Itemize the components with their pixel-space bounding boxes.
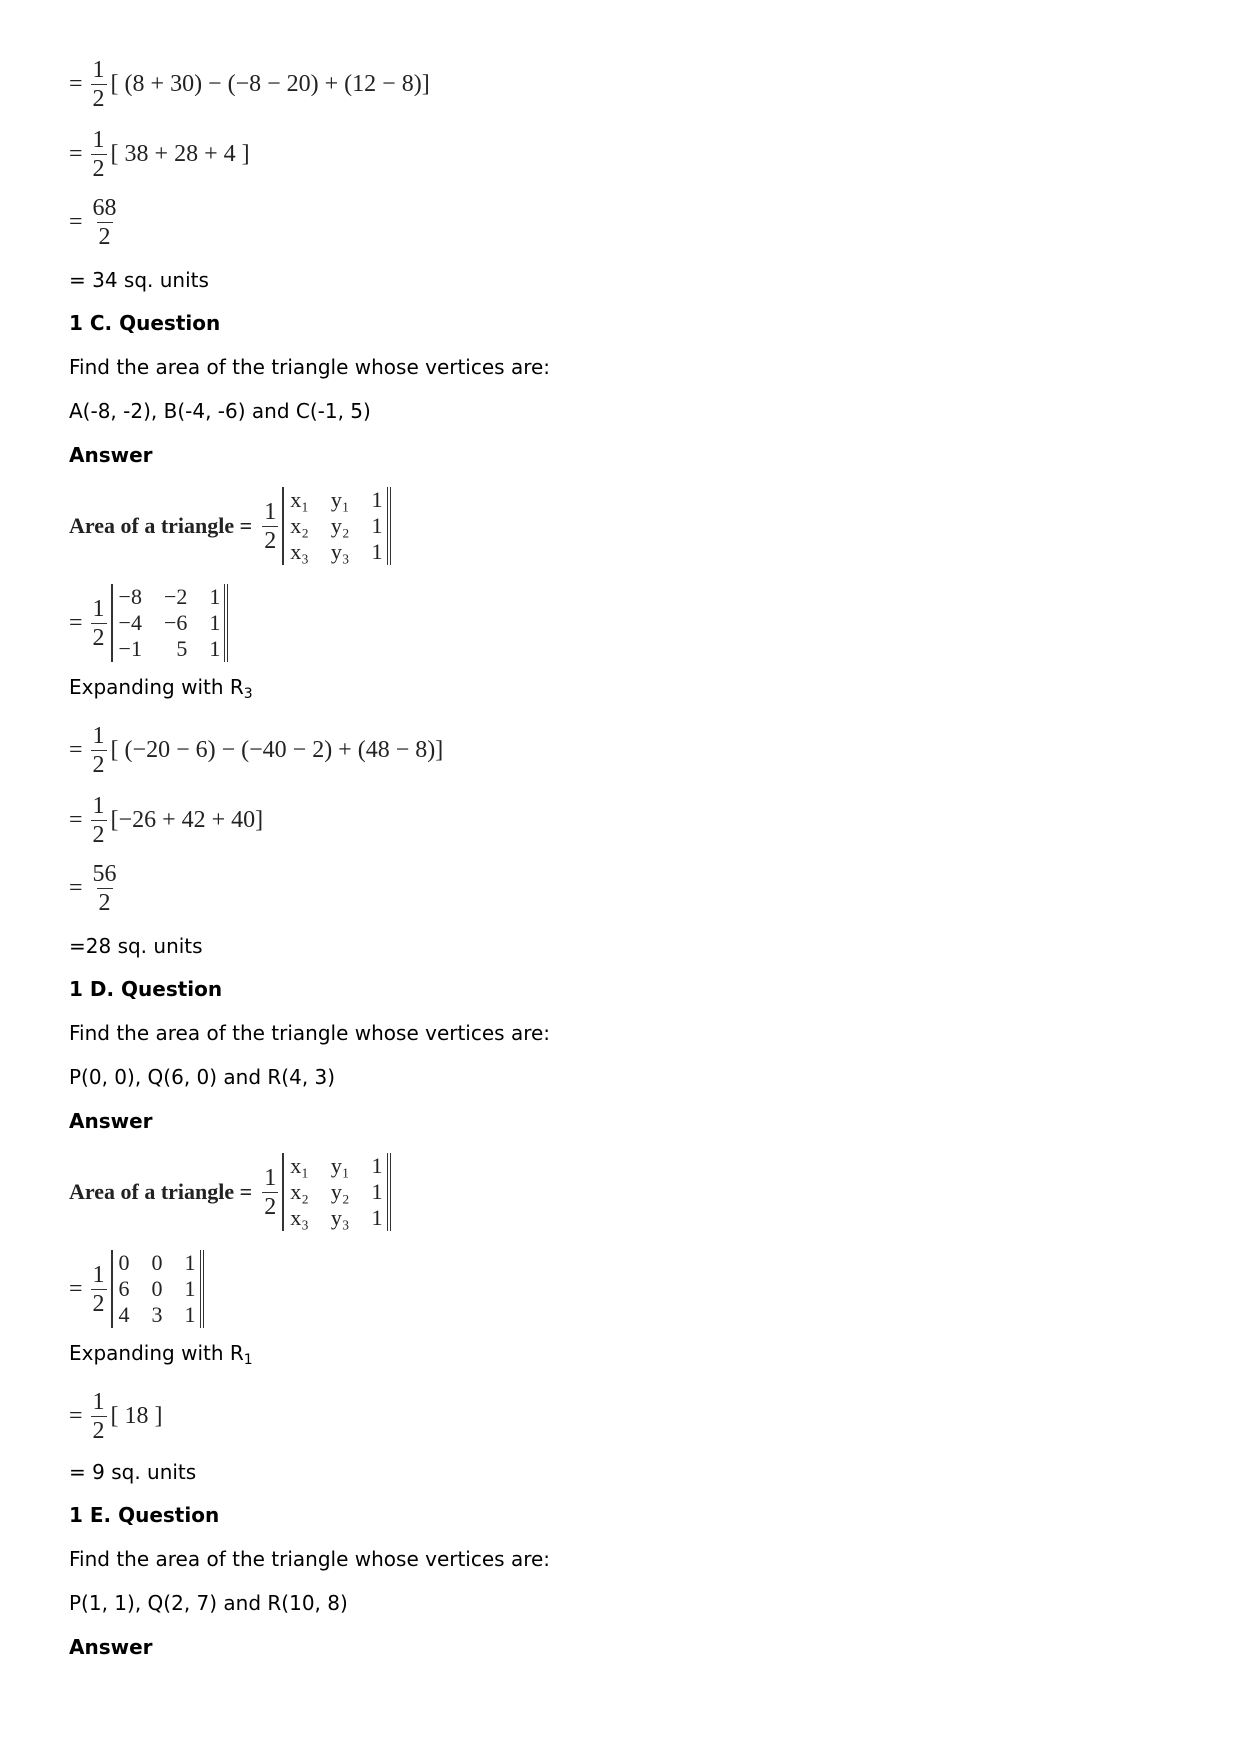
expression: [ (−20 − 6) − (−40 − 2) + (48 − 8)] (110, 737, 444, 763)
fraction: $\frac{56}{2}$ (92, 861, 117, 916)
fraction: $\frac{1}{2}$ (92, 595, 105, 651)
determinant-formula: x₁ y₁ 1 x₂ y₂ 1 x₃ y₃ 1 (282, 1153, 390, 1231)
math-step (69, 724, 443, 777)
area-formula (69, 1153, 391, 1231)
fraction: $\frac{1}{2}$ (92, 1389, 105, 1444)
area-formula (69, 487, 391, 565)
equals-sign: = (69, 141, 83, 167)
expression: [−26 + 42 + 40] (110, 807, 264, 833)
answer-label: Answer (69, 1109, 153, 1133)
fraction: $\frac{1}{2}$ (92, 793, 105, 848)
question-prompt: Find the area of the triangle whose vertices are: (69, 1021, 551, 1045)
answer-label: Answer (69, 1635, 153, 1659)
result-text: = 34 sq. units (69, 268, 209, 292)
equals-sign: = (69, 807, 83, 833)
math-step (69, 794, 263, 847)
question-heading: 1 D. Question (69, 977, 223, 1001)
expand-text: Expanding with $R_3$ (69, 675, 253, 703)
fraction: $\frac{1}{2}$ (92, 127, 105, 182)
math-step (69, 58, 430, 111)
question-vertices: P(1, 1), Q(2, 7) and R(10, 8) (69, 1591, 348, 1615)
equals-sign: = (69, 737, 83, 763)
fraction: $\frac{68}{2}$ (92, 195, 117, 250)
determinant-step (69, 584, 228, 662)
determinant-formula: x₁ y₁ 1 x₂ y₂ 1 x₃ y₃ 1 (282, 487, 390, 565)
fraction: $\frac{1}{2}$ (264, 498, 277, 554)
fraction: $\frac{1}{2}$ (92, 723, 105, 778)
formula-label: Area of a triangle = (69, 513, 253, 538)
math-step (69, 862, 123, 915)
question-vertices: A(-8, -2), B(-4, -6) and C(-1, 5) (69, 399, 371, 423)
result-text: = 9 sq. units (69, 1460, 197, 1484)
fraction: $\frac{1}{2}$ (92, 57, 105, 112)
equals-sign: = (69, 71, 83, 97)
equals-sign: = (69, 609, 83, 636)
determinant-step (69, 1250, 204, 1328)
result-text: =28 sq. units (69, 934, 203, 958)
determinant-values: 0 0 1 6 0 1 4 3 1 (111, 1250, 204, 1328)
determinant-values: −8 −2 1 −4 −6 1 −1 5 1 (111, 584, 229, 662)
math-step (69, 1390, 163, 1443)
question-prompt: Find the area of the triangle whose vertices are: (69, 355, 551, 379)
expression: [ (8 + 30) − (−8 − 20) + (12 − 8)] (110, 71, 430, 97)
fraction: $\frac{1}{2}$ (92, 1261, 105, 1317)
formula-label: Area of a triangle = (69, 1179, 253, 1204)
fraction: $\frac{1}{2}$ (264, 1164, 277, 1220)
equals-sign: = (69, 1403, 83, 1429)
question-prompt: Find the area of the triangle whose vertices are: (69, 1547, 551, 1571)
equals-sign: = (69, 209, 83, 235)
math-step (69, 196, 123, 249)
equals-sign: = (69, 875, 83, 901)
question-vertices: P(0, 0), Q(6, 0) and R(4, 3) (69, 1065, 336, 1089)
answer-label: Answer (69, 443, 153, 467)
question-heading: 1 E. Question (69, 1503, 220, 1527)
expression: [ 18 ] (110, 1403, 163, 1429)
question-heading: 1 C. Question (69, 311, 221, 335)
equals-sign: = (69, 1275, 83, 1302)
expand-text: Expanding with $R_1$ (69, 1341, 253, 1369)
math-step (69, 128, 250, 181)
expression: [ 38 + 28 + 4 ] (110, 141, 250, 167)
